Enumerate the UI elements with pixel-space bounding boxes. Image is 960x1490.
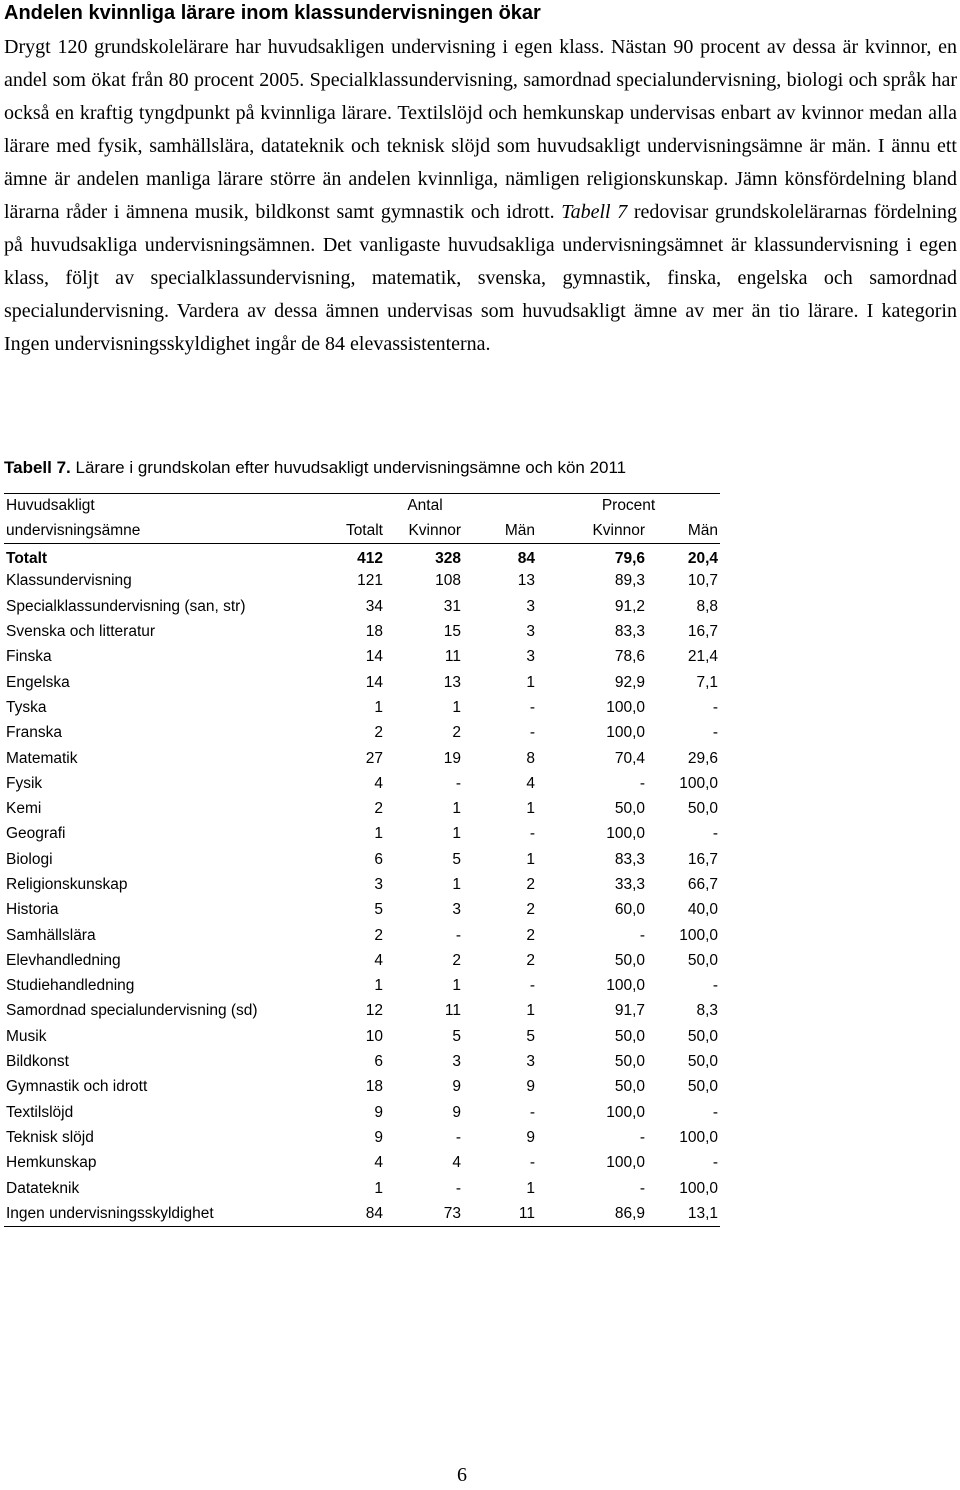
row-pct-man: 21,4 (687, 648, 719, 666)
row-subject: Teknisk slöjd (6, 1128, 94, 1146)
row-man: 1 (526, 800, 536, 818)
row-subject: Klassundervisning (6, 572, 132, 590)
row-subject: Studiehandledning (6, 977, 135, 995)
row-totalt: 1 (374, 977, 383, 995)
table-row (4, 670, 720, 695)
row-pct-man: - (712, 825, 719, 843)
row-totalt: 12 (365, 1002, 383, 1020)
row-pct-kvinnor: 100,0 (606, 825, 646, 843)
row-subject: Gymnastik och idrott (6, 1078, 148, 1096)
row-totalt: 412 (357, 550, 383, 568)
row-kvinnor: 9 (452, 1078, 461, 1096)
row-man: - (529, 1154, 536, 1172)
row-pct-kvinnor: 33,3 (614, 876, 646, 893)
row-pct-kvinnor: 50,0 (614, 1027, 646, 1045)
row-pct-man: 16,7 (687, 623, 719, 641)
row-totalt: 6 (374, 850, 383, 868)
row-man: 9 (526, 1128, 536, 1146)
row-pct-kvinnor: 91,7 (614, 1002, 646, 1020)
row-pct-kvinnor: 83,3 (614, 850, 646, 868)
table-row (4, 771, 720, 796)
row-pct-man: 50,0 (687, 951, 719, 969)
table-row (4, 847, 720, 872)
row-totalt: 10 (365, 1027, 383, 1045)
header-kvinnor: Kvinnor (385, 519, 463, 544)
row-subject: Ingen undervisningsskyldighet (4, 1201, 313, 1226)
table-row (4, 645, 720, 670)
row-totalt: 4 (374, 1154, 383, 1172)
row-man: 2 (526, 876, 536, 893)
table-row (4, 1176, 720, 1201)
row-pct-kvinnor: 78,6 (614, 648, 646, 666)
row-totalt: 2 (374, 724, 383, 742)
row-pct-kvinnor: 79,6 (614, 550, 646, 568)
table-caption (4, 457, 626, 479)
row-kvinnor: 108 (435, 572, 461, 590)
row-totalt: 1 (374, 698, 383, 716)
table-row (4, 746, 720, 771)
row-pct-man: 100,0 (679, 926, 719, 944)
table-row (4, 544, 720, 569)
row-subject: Kemi (6, 800, 42, 818)
row-pct-kvinnor: 50,0 (614, 800, 646, 818)
row-man: 2 (526, 951, 536, 969)
row-pct-man: 66,7 (687, 876, 719, 893)
table-row (4, 1100, 720, 1125)
teachers-by-subject-table (4, 493, 720, 1227)
row-subject: Hemkunskap (6, 1154, 97, 1172)
row-pct-kvinnor: 92,9 (614, 673, 646, 691)
row-kvinnor: 3 (452, 901, 461, 919)
row-pct-kvinnor: 50,0 (614, 951, 646, 969)
table-row (4, 619, 720, 644)
table-header (4, 494, 720, 544)
row-kvinnor: 13 (443, 673, 461, 691)
row-kvinnor: 73 (385, 1201, 463, 1226)
section-heading: Andelen kvinnliga lärare inom klassundervisningen ökar (4, 2, 541, 24)
table-row (4, 1024, 720, 1049)
row-totalt: 27 (365, 749, 383, 767)
row-pct-man: - (712, 698, 719, 716)
row-man: - (529, 977, 536, 995)
row-kvinnor: 2 (452, 951, 461, 969)
row-pct-kvinnor: 70,4 (614, 749, 646, 767)
row-subject: Religionskunskap (6, 876, 128, 893)
row-kvinnor: - (455, 926, 461, 944)
table-row (4, 1075, 720, 1100)
table-row (4, 1151, 720, 1176)
row-man: 1 (526, 1002, 536, 1020)
table-row (4, 999, 720, 1024)
row-kvinnor: - (455, 1179, 461, 1197)
row-man: - (529, 698, 536, 716)
row-kvinnor: 19 (443, 749, 461, 767)
row-man: 3 (526, 1053, 536, 1071)
row-pct-kvinnor: 86,9 (537, 1201, 647, 1226)
row-totalt: 18 (365, 623, 383, 641)
row-subject: Engelska (6, 673, 70, 691)
row-pct-man: 50,0 (687, 1078, 719, 1096)
row-pct-kvinnor: 100,0 (606, 1154, 646, 1172)
row-pct-kvinnor: - (639, 926, 646, 944)
row-totalt: 121 (357, 572, 383, 590)
table-body (4, 544, 720, 1227)
row-pct-man: 16,7 (687, 850, 719, 868)
header-pct-man: Män (647, 519, 720, 544)
row-pct-man: 29,6 (687, 749, 719, 767)
row-pct-kvinnor: 89,3 (614, 572, 646, 590)
row-pct-man: 8,8 (696, 597, 719, 615)
row-subject: Musik (6, 1027, 47, 1045)
row-kvinnor: 11 (444, 648, 461, 666)
header-antal: Antal (313, 494, 537, 519)
row-man: 3 (526, 648, 536, 666)
row-totalt: 9 (374, 1128, 383, 1146)
row-pct-man: - (712, 977, 719, 995)
table-caption-label: Tabell 7. (4, 458, 71, 477)
table-row (4, 822, 720, 847)
row-man: 1 (526, 1179, 536, 1197)
row-kvinnor: 1 (452, 825, 461, 843)
header-subject-line1: Huvudsakligt (4, 494, 313, 519)
row-pct-man: 13,1 (647, 1201, 720, 1226)
row-subject: Historia (6, 901, 59, 919)
row-subject: Bildkonst (6, 1053, 69, 1071)
table-row (4, 1049, 720, 1074)
row-man: 5 (526, 1027, 536, 1045)
row-totalt: 1 (374, 1179, 383, 1197)
table-row (4, 923, 720, 948)
row-pct-kvinnor: 50,0 (614, 1078, 646, 1096)
row-totalt: 5 (374, 901, 383, 919)
row-totalt: 34 (365, 597, 383, 615)
row-man: - (529, 724, 536, 742)
row-man: 2 (526, 926, 536, 944)
row-man: 1 (526, 673, 536, 691)
row-totalt: 84 (313, 1201, 385, 1226)
row-totalt: 2 (374, 926, 383, 944)
table-row (4, 898, 720, 923)
row-totalt: 14 (365, 673, 383, 691)
row-subject: Samordnad specialundervisning (sd) (6, 1002, 258, 1020)
row-pct-kvinnor: 50,0 (614, 1053, 646, 1071)
row-kvinnor: 9 (452, 1103, 461, 1121)
row-kvinnor: 1 (452, 698, 461, 716)
row-kvinnor: 328 (435, 550, 461, 568)
table-row (4, 872, 720, 897)
table-row (4, 948, 720, 973)
paragraph-text-part1: Drygt 120 grundskolelärare har huvudsakligen undervisning i egen klass. Nästan 90 procent av dessa är kvinnor, en andel som ökat från 80 procent 2005. Specialklassundervisning, samordnad specialundervisning, biologi och språk har också en kraftig tyngdpunkt på kvinnliga lärare. Textilslöjd och hemkunskap undervisas enbart av kvinnor medan alla lärare med fysik, samhällslära, datateknik och teknisk slöjd som huvudsakligt undervisningsämne är män. I ännu ett ämne är andelen manliga lärare större än andelen kvinnliga, nämligen religionskunskap. Jämn könsfördelning bland lärarna råder i ämnena musik, bildkonst samt gymnastik och idrott. (4, 36, 957, 223)
row-pct-man: - (712, 1103, 719, 1121)
row-man: 3 (526, 623, 536, 641)
row-pct-kvinnor: 83,3 (614, 623, 646, 641)
row-subject: Finska (6, 648, 52, 666)
row-totalt: 4 (374, 774, 383, 792)
row-kvinnor: 31 (443, 597, 461, 615)
row-pct-man: 100,0 (679, 1128, 719, 1146)
table-row (4, 594, 720, 619)
row-subject: Matematik (6, 749, 78, 767)
row-pct-man: 50,0 (687, 1053, 719, 1071)
row-subject: Fysik (6, 774, 43, 792)
row-totalt: 3 (374, 876, 383, 893)
row-subject: Elevhandledning (6, 951, 121, 969)
row-kvinnor: 1 (452, 876, 461, 893)
row-kvinnor: 3 (452, 1053, 461, 1071)
row-man: 4 (526, 774, 536, 792)
row-kvinnor: 2 (452, 724, 461, 742)
table-header-row-1 (4, 494, 720, 519)
row-subject: Specialklassundervisning (san, str) (6, 597, 246, 615)
row-pct-man: 40,0 (687, 901, 719, 919)
paragraph-text-part2: redovisar grundskolelärarnas fördelning på huvudsakliga undervisningsämnen. Det vanligaste huvudsakliga undervisningsämnet är klassundervisning i egen klass, följt av specialklassundervisning, matematik, svenska, gymnastik, finska, engelska och samordnad specialundervisning. Vardera av dessa ämnen undervisas som huvudsakligt ämne av mer än tio lärare. I kategorin Ingen undervisningsskyldighet ingår de 84 elevassistenterna. (4, 201, 957, 355)
table-row (4, 796, 720, 821)
row-pct-man: 50,0 (687, 800, 719, 818)
row-subject: Tyska (6, 698, 47, 716)
row-subject: Biologi (6, 850, 53, 868)
row-man: 8 (526, 749, 536, 767)
row-pct-kvinnor: 60,0 (614, 901, 646, 919)
row-totalt: 2 (374, 800, 383, 818)
row-pct-kvinnor: 100,0 (606, 724, 646, 742)
row-kvinnor: 11 (444, 1002, 461, 1020)
row-pct-man: 10,7 (687, 572, 719, 590)
table-header-row-2 (4, 519, 720, 544)
body-paragraph (4, 31, 957, 361)
row-pct-man: 8,3 (696, 1002, 719, 1020)
table-row (4, 1125, 720, 1150)
row-subject: Franska (6, 724, 62, 742)
row-pct-man: 7,1 (696, 673, 719, 691)
row-pct-kvinnor: 100,0 (606, 698, 646, 716)
table-row (4, 974, 720, 999)
row-totalt: 9 (374, 1103, 383, 1121)
row-totalt: 1 (374, 825, 383, 843)
row-totalt: 6 (374, 1053, 383, 1071)
row-kvinnor: 1 (452, 977, 461, 995)
row-subject: Geografi (6, 825, 66, 843)
row-man: - (529, 825, 536, 843)
row-kvinnor: 5 (452, 850, 461, 868)
row-subject: Svenska och litteratur (6, 623, 156, 641)
table-row (4, 695, 720, 720)
row-totalt: 4 (374, 951, 383, 969)
row-man: 1 (526, 850, 536, 868)
header-subject-line2: undervisningsämne (4, 519, 313, 544)
header-totalt: Totalt (313, 519, 385, 544)
row-kvinnor: 15 (443, 623, 461, 641)
row-totalt: 18 (365, 1078, 383, 1096)
header-pct-kvinnor: Kvinnor (537, 519, 647, 544)
page-number: 6 (457, 1464, 467, 1486)
table-row (4, 1201, 720, 1226)
table-row (4, 569, 720, 594)
row-pct-man: 20,4 (687, 550, 719, 568)
row-pct-kvinnor: - (639, 1128, 646, 1146)
row-pct-man: - (712, 724, 719, 742)
row-pct-man: 100,0 (679, 774, 719, 792)
row-pct-kvinnor: 91,2 (614, 597, 646, 615)
header-procent: Procent (537, 494, 720, 519)
row-man: 11 (463, 1201, 537, 1226)
row-man: 13 (517, 572, 536, 590)
table-reference: Tabell 7 (561, 201, 628, 223)
row-kvinnor: - (455, 774, 461, 792)
row-pct-man: 50,0 (687, 1027, 719, 1045)
row-man: 9 (526, 1078, 536, 1096)
row-pct-man: 100,0 (679, 1179, 719, 1197)
row-pct-kvinnor: - (639, 1179, 646, 1197)
row-pct-man: - (712, 1154, 719, 1172)
row-kvinnor: 5 (452, 1027, 461, 1045)
row-man: 2 (526, 901, 536, 919)
header-man: Män (463, 519, 537, 544)
row-subject: Datateknik (6, 1179, 80, 1197)
row-man: 3 (526, 597, 536, 615)
row-pct-kvinnor: - (639, 774, 646, 792)
row-pct-kvinnor: 100,0 (606, 977, 646, 995)
row-pct-kvinnor: 100,0 (606, 1103, 646, 1121)
row-subject: Totalt (6, 550, 48, 568)
row-kvinnor: - (455, 1128, 461, 1146)
row-man: - (529, 1103, 536, 1121)
row-man: 84 (517, 550, 536, 568)
table-row (4, 721, 720, 746)
row-totalt: 14 (365, 648, 383, 666)
row-subject: Textilslöjd (6, 1103, 74, 1121)
row-kvinnor: 4 (452, 1154, 461, 1172)
row-kvinnor: 1 (452, 800, 461, 818)
table-caption-text: Lärare i grundskolan efter huvudsakligt undervisningsämne och kön 2011 (70, 458, 627, 477)
row-subject: Samhällslära (6, 926, 96, 944)
